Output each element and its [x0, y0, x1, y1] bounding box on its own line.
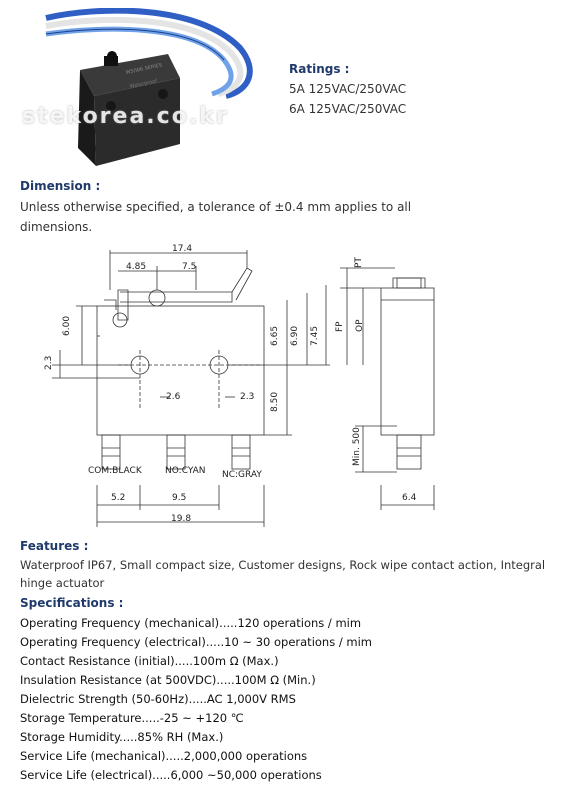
dim-6-90: 6.90: [290, 325, 300, 346]
dim-2-3-left: 2.3: [44, 355, 54, 370]
dimension-note: Unless otherwise specified, a tolerance of ±0.4 mm applies to all dimensions.: [20, 200, 412, 234]
spec-item: Service Life (electrical).....6,000 ~50,000 operations: [20, 768, 322, 782]
dim-7-45: 7.45: [310, 325, 320, 346]
dim-19-8: 19.8: [171, 514, 192, 524]
spec-item: Insulation Resistance (at 500VDC).....100M Ω (Min.): [20, 673, 316, 687]
terminal-nc-label: NC:GRAY: [222, 470, 262, 480]
rating-line: 6A 125VAC/250VAC: [289, 102, 407, 116]
label-min-500: Min. 500: [352, 427, 362, 466]
dim-2-6: 2.6: [166, 392, 181, 402]
specifications-list: [20, 614, 560, 785]
spec-item: Dielectric Strength (50-60Hz).....AC 1,000V RMS: [20, 692, 296, 706]
dim-6-4: 6.4: [402, 493, 417, 503]
dim-2-3-mid: 2.3: [240, 392, 255, 402]
spec-item: Operating Frequency (mechanical).....120 operations / mim: [20, 616, 362, 630]
label-fp: FP: [335, 321, 345, 332]
spec-item: Operating Frequency (electrical).....10 ~ 30 operations / mim: [20, 635, 372, 649]
dimension-drawing: [0, 240, 567, 532]
dim-17-4: 17.4: [172, 244, 193, 254]
svg-text:W5/W6 SERIES: W5/W6 SERIES: [125, 62, 163, 76]
dim-4-85: 4.85: [126, 262, 147, 272]
terminal-no-label: NO:CYAN: [165, 466, 206, 476]
svg-text:Waterproof: Waterproof: [129, 78, 158, 90]
rating-line: 5A 125VAC/250VAC: [289, 82, 407, 96]
features-text: Waterproof IP67, Small compact size, Customer designs, Rock wipe contact action, Integral hinge actuator: [20, 558, 546, 590]
product-photo: [18, 8, 273, 176]
dim-5-2: 5.2: [111, 493, 126, 503]
dim-8-50: 8.50: [270, 391, 280, 412]
specifications-heading: Specifications :: [20, 596, 124, 610]
features-heading: Features :: [20, 539, 89, 553]
ratings-heading: Ratings :: [289, 62, 350, 76]
spec-item: Contact Resistance (initial).....100m Ω (Max.): [20, 654, 279, 668]
dim-7-5: 7.5: [182, 262, 197, 272]
spec-item: Service Life (mechanical).....2,000,000 operations: [20, 749, 308, 763]
dimension-heading: Dimension :: [20, 179, 101, 193]
spec-item: Storage Humidity.....85% RH (Max.): [20, 730, 224, 744]
terminal-com-label: COM:BLACK: [88, 466, 142, 476]
dim-6-00: 6.00: [62, 315, 72, 336]
dim-9-5: 9.5: [172, 493, 187, 503]
dim-6-65: 6.65: [270, 325, 280, 346]
label-op: OP: [355, 319, 365, 332]
label-pt: PT: [354, 257, 364, 268]
watermark: stekorea.co.kr: [22, 104, 229, 129]
spec-item: Storage Temperature.....-25 ~ +120 ℃: [20, 711, 244, 725]
